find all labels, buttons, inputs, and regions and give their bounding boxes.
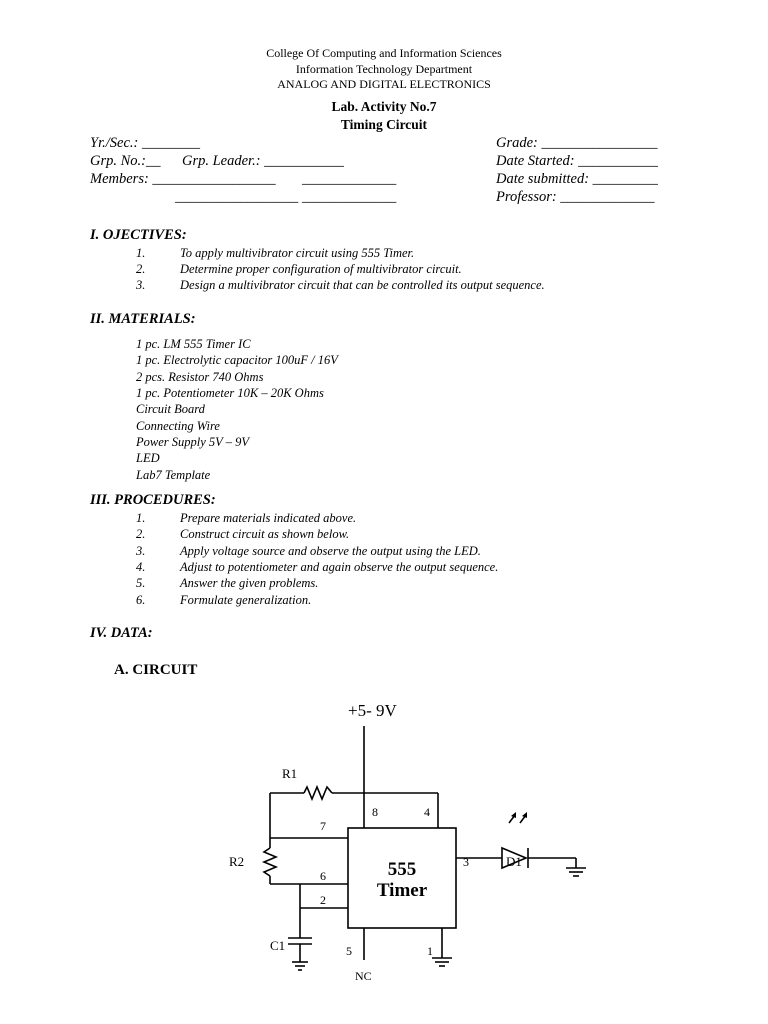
pin-5-label: 5: [346, 944, 352, 958]
item-text: Formulate generalization.: [180, 593, 312, 607]
item-number: 5.: [136, 576, 146, 590]
pin-3-label: 3: [463, 855, 469, 869]
grade-field: Grade: ________________: [496, 135, 658, 151]
list-item: [0, 560, 768, 576]
item-text: Determine proper configuration of multivibrator circuit.: [180, 262, 462, 276]
item-number: 1.: [136, 246, 146, 260]
r1-label: R1: [282, 766, 298, 781]
objectives-heading: I. OJECTIVES:: [90, 227, 187, 243]
activity-subject: Timing Circuit: [340, 117, 428, 132]
chip-label-555: 555: [387, 859, 417, 880]
list-item: [0, 262, 768, 278]
members-field: Members: _________________: [90, 171, 276, 187]
pin-1-label: 1: [427, 944, 433, 958]
pin-6-label: 6: [320, 869, 326, 883]
timer-circuit-diagram: [0, 690, 768, 990]
item-number: 2.: [136, 262, 146, 276]
material-item: 1 pc. LM 555 Timer IC: [136, 337, 251, 351]
chip-label-timer: Timer: [376, 880, 428, 901]
material-item: 1 pc. Potentiometer 10K – 20K Ohms: [136, 386, 324, 400]
pin-7-label: 7: [320, 819, 326, 833]
material-item: Circuit Board: [136, 402, 205, 416]
d1-label: D1: [506, 854, 522, 869]
material-item: Lab7 Template: [136, 468, 211, 482]
course-name: ANALOG AND DIGITAL ELECTRONICS: [277, 77, 491, 91]
grp-leader-field: Grp. Leader.: ___________: [182, 153, 344, 169]
yr-sec-field: Yr./Sec.: ________: [90, 135, 200, 151]
item-text: Answer the given problems.: [180, 576, 319, 590]
item-number: 1.: [136, 511, 146, 525]
item-number: 4.: [136, 560, 146, 574]
item-text: Prepare materials indicated above.: [180, 511, 357, 525]
members-line-d: _____________: [302, 189, 397, 205]
college-name: College Of Computing and Information Sciences: [266, 46, 502, 60]
item-number: 3.: [136, 544, 146, 558]
item-number: 6.: [136, 593, 146, 607]
list-item: [0, 576, 768, 592]
item-number: 2.: [136, 527, 146, 541]
procedures-heading: III. PROCEDURES:: [90, 492, 216, 508]
list-item: [0, 544, 768, 560]
supply-label: +5- 9V: [348, 701, 397, 720]
nc-label: NC: [355, 969, 372, 983]
list-item: [0, 593, 768, 609]
c1-label: C1: [270, 938, 286, 953]
item-text: Adjust to potentiometer and again observe the output sequence.: [180, 560, 499, 574]
grp-no-field: Grp. No.:__: [90, 153, 161, 169]
r2-label: R2: [229, 854, 245, 869]
material-item: 1 pc. Electrolytic capacitor 100uF / 16V: [136, 353, 338, 367]
data-heading: IV. DATA:: [90, 625, 153, 641]
material-item: Connecting Wire: [136, 419, 220, 433]
pin-8-label: 8: [372, 805, 378, 819]
material-item: 2 pcs. Resistor 740 Ohms: [136, 370, 264, 384]
subheading-title: CIRCUIT: [132, 662, 198, 678]
pin-2-label: 2: [320, 893, 326, 907]
members-line-b: _____________: [302, 171, 397, 187]
item-text: To apply multivibrator circuit using 555 Timer.: [180, 246, 415, 260]
pin-4-label: 4: [424, 805, 430, 819]
members-line-c: _________________: [175, 189, 299, 205]
subheading-letter: A.: [114, 662, 129, 678]
department-name: Information Technology Department: [295, 62, 473, 76]
item-text: Apply voltage source and observe the output using the LED.: [180, 544, 481, 558]
activity-title: Lab. Activity No.7: [331, 99, 437, 114]
list-item: [0, 511, 768, 527]
professor-field: Professor: _____________: [496, 189, 655, 205]
date-started-field: Date Started: ___________: [496, 153, 658, 169]
item-text: Construct circuit as shown below.: [180, 527, 350, 541]
item-text: Design a multivibrator circuit that can be controlled its output sequence.: [180, 278, 545, 292]
list-item: [0, 246, 768, 262]
date-submitted-field: Date submitted: _________: [496, 171, 658, 187]
material-item: Power Supply 5V – 9V: [136, 435, 249, 449]
materials-heading: II. MATERIALS:: [90, 311, 196, 327]
item-number: 3.: [136, 278, 146, 292]
list-item: [0, 278, 768, 294]
list-item: [0, 527, 768, 543]
circuit-subheading: [114, 662, 197, 679]
material-item: LED: [136, 451, 160, 465]
